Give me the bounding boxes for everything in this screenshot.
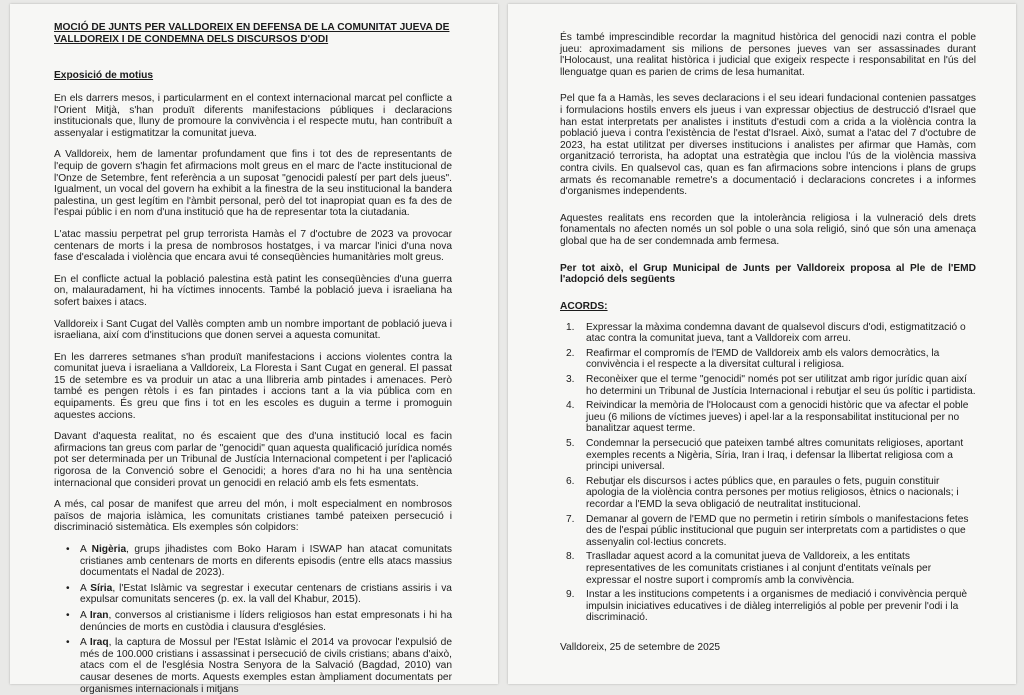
example-text: , l'Estat Islàmic va segrestar i executar centenars de cristians assiris i va expulsar comunitats senceres (p. ex. la vall del Khabur, 2015).	[80, 582, 452, 606]
list-item: 3. Reconèixer que el terme "genocidi" només pot ser utilitzat amb rigor jurídic quan així ho determini un Tribunal de Justícia Internacional i rebutjar el seu ús polític i partidista.	[566, 374, 976, 397]
acords-heading: ACORDS:	[560, 300, 608, 312]
examples-list	[54, 544, 452, 695]
country-name: Iraq	[89, 637, 109, 649]
list-item: 2. Reafirmar el compromís de l'EMD de Valldoreix amb els valors democràtics, la convivència i el respecte a la diversitat cultural i religiosa.	[566, 347, 940, 371]
list-item: • A Iraq, la captura de Mossul per l'Estat Islàmic el 2014 va provocar l'expulsió de més de 100.000 cristians i assassinat i persecució de civils cristians; abans d'això, atacs com el de l'església Nostra Senyora de la Salvació (Bagdad, 2010) van causar desenes de morts. Aquests exemples estan àmpliament documentats per organismes internacionals i mitjans	[66, 637, 452, 695]
paragraph: Aquestes realitats ens recorden que la intolerància religiosa i la vulneració dels drets fonamentals no afecten només un sol poble o una sola religió, sinó que són una amenaça global que ha de ser condemnada amb fermesa.	[560, 212, 976, 247]
country-name: Síria	[90, 582, 113, 594]
example-text: , la captura de Mossul per l'Estat Islàmic el 2014 va provocar l'expulsió de més de 100.000 cristians i assassinat i persecució de civils cristians; abans d'això, atacs com el de l'església Nostra Senyora de la Salvació (Bagdad, 2010) van causar desenes de morts. Aquests exemples estan àmpliament documentats per organismes internacionals i mitjans	[80, 637, 452, 695]
paragraph: Davant d'aquesta realitat, no és escaient que des d'una institució local es facin afirmacions tan greus com parlar de "genocidi" quan aquesta qualificació jurídica només pot ser determinada per un Tribunal de Justícia Internacional competent i per l'aplicació rigorosa de la Convenció sobre el Genocidi; a hores d'ara no hi ha una sentència internacional que consideri provat un genocidi en relació amb els fets esmentats.	[54, 431, 452, 489]
paragraph: A més, cal posar de manifest que arreu del món, i molt especialment en nombrosos països de majoria islàmica, les comunitats cristianes també pateixen persecució i discriminació sistemàtica. Els exemples són colpidors:	[54, 499, 452, 534]
paragraph: A Valldoreix, hem de lamentar profundament que fins i tot des de representants de l'equip de govern s'hagin fet afirmacions molt greus en el marc de l'acte institucional de l'Onze de Setembre, fent referència a un suposat "genocidi palestí per part dels jueus". Igualment, un vocal del govern ha exhibit a la finestra de la seu institucional la bandera palestina, un gest legítim en l'àmbit personal, però del tot inapropiat quan es fa des de l'espai públic i en nom d'una institució que ha de representar tota la ciutadania.	[54, 149, 452, 219]
list-item: 8. Traslladar aquest acord a la comunitat jueva de Valldoreix, a les entitats representatives de les comunitats cristianes i al conjunt d'entitats veïnals per expressar el nostre suport i compromís amb la convivència.	[566, 551, 932, 586]
list-item: 4. Reivindicar la memòria de l'Holocaust com a genocidi històric que va afectar el poble jueu (6 milions de víctimes jueves) i apel·lar a la responsabilitat institucional per no banalitzar aquest terme.	[566, 400, 969, 435]
list-item: 7. Demanar al govern de l'EMD que no permetin i retirin símbols o manifestacions fetes des de l'espai públic institucional que puguin ser interpretats com a partidistes o que assenyalin col·lectius concrets.	[566, 513, 969, 548]
list-item: • A Iran, conversos al cristianisme i líders religiosos han estat empresonats i hi ha denúncies de morts en custòdia i clausura d'esglésies.	[66, 609, 452, 633]
list-item: 1. Expressar la màxima condemna davant de qualsevol discurs d'odi, estigmatització o atac contra la comunitat jueva, tant a Valldoreix com arreu.	[566, 321, 966, 345]
paragraph: En els darrers mesos, i particularment en el context internacional marcat pel conflicte a l'Orient Mitjà, s'han produït diferents manifestacions públiques i declaracions institucionals que, lluny de promoure la convivència i el respecte mutu, han contribuït a assenyalar i estigmatitzar la comunitat jueva.	[54, 93, 452, 139]
list-item: • A Síria, l'Estat Islàmic va segrestar i executar centenars de cristians assiris i va expulsar comunitats senceres (p. ex. la vall del Khabur, 2015).	[66, 582, 452, 606]
right-page	[508, 4, 1016, 684]
example-text: , grups jihadistes com Boko Haram i ISWAP han atacat comunitats cristianes amb centenars de morts en diferents episodis (entre ells atacs massius documentats el Nadal de 2023).	[80, 544, 452, 579]
paragraph: L'atac massiu perpetrat pel grup terrorista Hamàs el 7 d'octubre de 2023 va provocar centenars de morts i la presa de nombrosos hostatges, i va marcar l'inici d'una nova fase d'escalada i violència que encara avui té conseqüències humanitàries molt greus.	[54, 228, 452, 264]
paragraph: En el conflicte actual la població palestina està patint les conseqüències d'una guerra on, malauradament, hi ha víctimes innocents. També la població jueva i israeliana ha sofert baixes i atacs.	[54, 273, 452, 308]
exposicio-heading: Exposició de motius	[54, 70, 154, 81]
list-item: 9. Instar a les institucions competents i a organismes de mediació i convivència perquè impulsin iniciatives educatives i de diàleg interreligiós al poble per prevenir l'odi i la discriminació.	[566, 589, 968, 624]
document-title: MOCIÓ DE JUNTS PER VALLDOREIX EN DEFENSA DE LA COMUNITAT JUEVA DE VALLDOREIX I DE CONDEMNA DELS DISCURSOS D'ODI	[54, 22, 450, 45]
list-item: • A Nigèria, grups jihadistes com Boko Haram i ISWAP han atacat comunitats cristianes amb centenars de morts en diferents episodis (entre ells atacs massius documentats el Nadal de 2023).	[66, 544, 452, 579]
paragraph: Valldoreix i Sant Cugat del Vallès compten amb un nombre important de població jueva i israeliana, així com d'institucions que donen servei a aquesta comunitat.	[54, 318, 452, 342]
paragraph: És també imprescindible recordar la magnitud històrica del genocidi nazi contra el poble jueu: aproximadament sis milions de persones jueves van ser assassinades durant l'Holocaust, una realitat històrica i judicial que exigeix respecte i responsabilitat en l'ús del llenguatge quan es parien de crims de lesa humanitat.	[560, 32, 976, 78]
country-name: Nigèria	[91, 544, 127, 555]
left-page	[10, 4, 498, 695]
paragraph: En les darreres setmanes s'han produït manifestacions i accions violentes contra la comunitat jueva i israeliana a Valldoreix, La Floresta i Sant Cugat en general. El passat 15 de setembre es va produir un atac a una llibreria amb pintades i amenaces. Però també es pengen rètols i es fan pintades i accions tant a la via pública com en equipaments. És greu que fins i tot en les escoles es duguin a terme i promoguin aquestes accions.	[54, 351, 452, 421]
proposal-statement: Per tot això, el Grup Municipal de Junts per Valldoreix proposa al Ple de l'EMD l'adopció dels següents	[560, 262, 976, 286]
paragraph: Pel que fa a Hamàs, les seves declaracions i el seu ideari fundacional contenien passatges i formulacions hostils envers els jueus i van expressar objectius de destrucció d'Israel que han estat interpretats per analistes i instituts d'estudi com a crida a la violència contra la població jueva i contra l'existència de l'estat d'Israel. Això, sumat a l'atac del 7 d'octubre de 2023, ha estat utilitzat per diverses institucions i analistes per afirmar que Hamàs, com organització terrorista, ha adoptat una estratègia que inclou l'ús de la violència massiva contra civils. En qualsevol cas, quan es fan afirmacions sobre intencions i plans de grups armats és recomanable remetre's a documentació i declaracions concretes i a informes d'organismes independents.	[560, 93, 976, 198]
list-item: 6. Rebutjar els discursos i actes públics que, en paraules o fets, puguin constituir apologia de la violència contra persones per motius religiosos, ètnics o nacionals; i recordar a l'EMD la seva obligació de neutralitat institucional.	[566, 475, 959, 510]
document-date: Valldoreix, 25 de setembre de 2025	[560, 641, 721, 653]
list-item: 5. Condemnar la persecució que pateixen també altres comunitats religioses, aportant exemples recents a Nigèria, Síria, Iran i Iraq, i defensar la llibertat religiosa com a principi universal.	[566, 438, 964, 473]
example-text: , conversos al cristianisme i líders religiosos han estat empresonats i hi ha denúncies de morts en custòdia i clausura d'esglésies.	[80, 609, 452, 633]
agreements-list	[560, 322, 976, 624]
country-name: Iran	[89, 609, 109, 621]
